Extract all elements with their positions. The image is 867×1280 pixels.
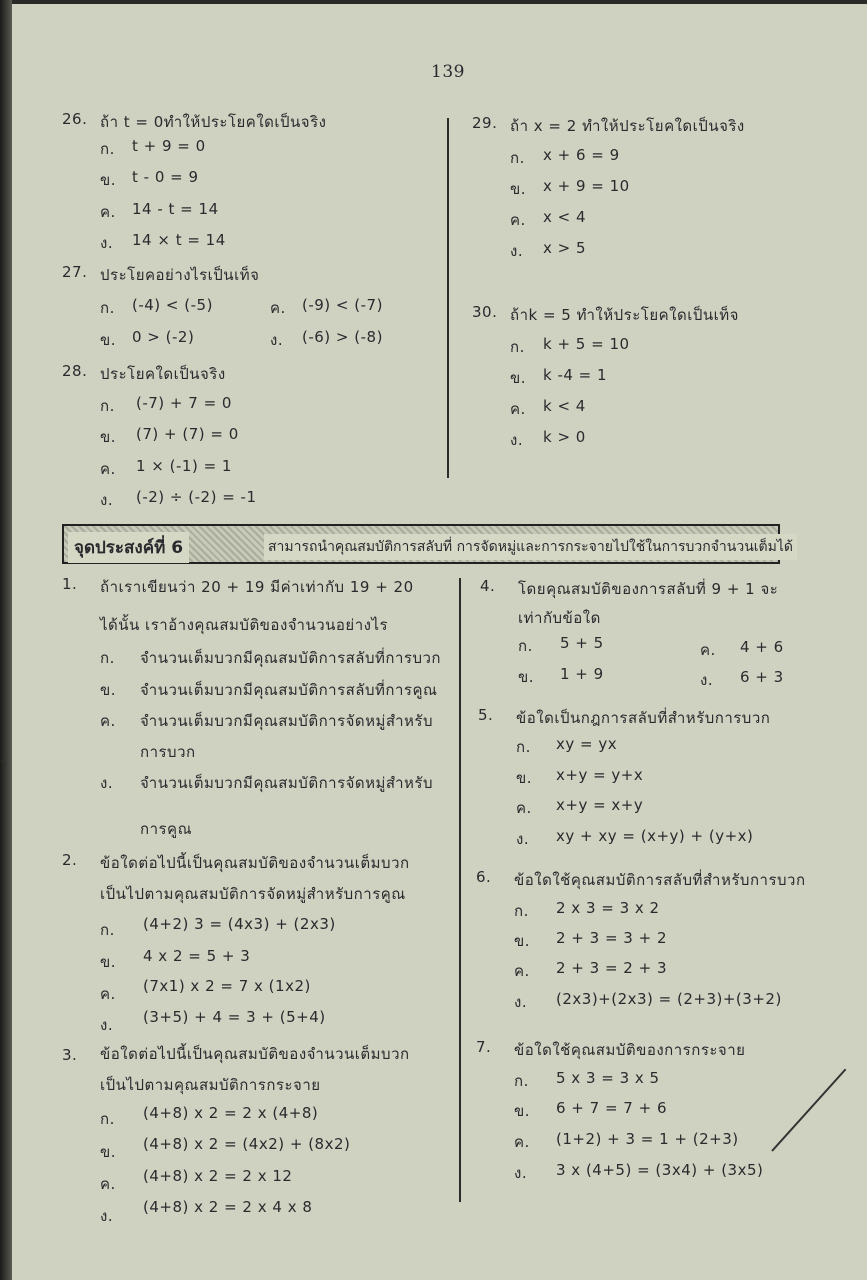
- choice-label: ข.: [518, 668, 535, 686]
- choice-label: ง.: [100, 1207, 114, 1225]
- page-number: 139: [431, 62, 465, 82]
- choice-label: ค.: [514, 1133, 530, 1151]
- choice-label: ข.: [100, 953, 117, 971]
- question-30-text: ถ้าk = 5 ทำให้ประโยคใดเป็นเท็จ: [510, 306, 739, 324]
- choice-label: ก.: [100, 140, 115, 158]
- choice-text: (-7) + 7 = 0: [136, 394, 232, 412]
- question-3-text-line2: เป็นไปตามคุณสมบัติการกระจาย: [100, 1076, 321, 1094]
- choice-label: ก.: [516, 738, 531, 756]
- question-26-number: 26.: [62, 110, 88, 128]
- choice-text: 2 + 3 = 3 + 2: [556, 929, 667, 947]
- choice-label: ก.: [100, 921, 115, 939]
- choice-label: ง.: [100, 774, 114, 792]
- column-divider-top: [447, 118, 449, 478]
- question-6-number: 6.: [476, 868, 492, 886]
- question-29-number: 29.: [472, 114, 498, 132]
- choice-text: จำนวนเต็มบวกมีคุณสมบัติการจัดหมู่สำหรับ: [140, 712, 433, 730]
- choice-label: ค.: [100, 203, 116, 221]
- choice-label: ค.: [100, 460, 116, 478]
- choice-text: k + 5 = 10: [543, 335, 630, 353]
- choice-label: ง.: [270, 331, 284, 349]
- choice-label: ข.: [510, 369, 527, 387]
- question-7-number: 7.: [476, 1038, 492, 1056]
- choice-label: ก.: [100, 397, 115, 415]
- choice-text: (-4) < (-5): [132, 296, 213, 314]
- choice-text: (4+2) 3 = (4x3) + (2x3): [143, 915, 336, 933]
- choice-text: 5 + 5: [560, 634, 604, 652]
- question-1-number: 1.: [62, 575, 78, 593]
- question-28-number: 28.: [62, 362, 88, 380]
- choice-label: ง.: [100, 234, 114, 252]
- choice-text: (7) + (7) = 0: [136, 425, 239, 443]
- choice-label: ข.: [100, 681, 117, 699]
- choice-label: ง.: [514, 993, 528, 1011]
- choice-label: ค.: [100, 1175, 116, 1193]
- choice-text: xy = yx: [556, 735, 618, 753]
- question-5-number: 5.: [478, 706, 494, 724]
- question-2-text-line2: เป็นไปตามคุณสมบัติการจัดหมู่สำหรับการคูณ: [100, 885, 406, 903]
- choice-label: ค.: [510, 400, 526, 418]
- choice-label: ง.: [516, 830, 530, 848]
- choice-text: 2 + 3 = 2 + 3: [556, 959, 667, 977]
- question-7-text: ข้อใดใช้คุณสมบัติของการกระจาย: [514, 1041, 746, 1059]
- objective-banner: [62, 524, 794, 564]
- choice-text: (4+8) x 2 = 2 x 12: [143, 1167, 293, 1185]
- question-4-text-line2: เท่ากับข้อใด: [518, 609, 601, 627]
- choice-text: (4+8) x 2 = (4x2) + (8x2): [143, 1135, 351, 1153]
- question-1-text: ถ้าเราเขียนว่า 20 + 19 มีค่าเท่ากับ 19 + 20: [100, 578, 414, 596]
- choice-text: k > 0: [543, 428, 586, 446]
- margin-mark: า: [0, 756, 8, 771]
- question-27-number: 27.: [62, 263, 88, 281]
- choice-text: (3+5) + 4 = 3 + (5+4): [143, 1008, 326, 1026]
- choice-label: ค.: [514, 962, 530, 980]
- choice-label: ง.: [700, 671, 714, 689]
- choice-label: ก.: [100, 1110, 115, 1128]
- choice-label: ข.: [510, 180, 527, 198]
- question-4-number: 4.: [480, 577, 496, 595]
- choice-text: 4 + 6: [740, 638, 784, 656]
- choice-label: ข.: [100, 331, 117, 349]
- choice-text: (7x1) x 2 = 7 x (1x2): [143, 977, 311, 995]
- choice-text: 6 + 7 = 7 + 6: [556, 1099, 667, 1117]
- choice-text: จำนวนเต็มบวกมีคุณสมบัติการจัดหมู่สำหรับ: [140, 774, 433, 792]
- choice-text: x + 9 = 10: [543, 177, 630, 195]
- question-29-text: ถ้า x = 2 ทำให้ประโยคใดเป็นจริง: [510, 117, 745, 135]
- choice-label: ง.: [100, 1016, 114, 1034]
- choice-label: ก.: [518, 637, 533, 655]
- choice-label: ง.: [510, 431, 524, 449]
- choice-text: 4 x 2 = 5 + 3: [143, 947, 251, 965]
- choice-label: ข.: [100, 1143, 117, 1161]
- book-spine-shadow: [0, 0, 12, 1280]
- choice-text: t - 0 = 9: [132, 168, 199, 186]
- choice-text: x > 5: [543, 239, 587, 257]
- choice-text: x+y = x+y: [556, 796, 644, 814]
- question-3-text: ข้อใดต่อไปนี้เป็นคุณสมบัติของจำนวนเต็มบวก: [100, 1045, 410, 1063]
- choice-label: ค.: [270, 299, 286, 317]
- column-divider-bottom: [459, 578, 461, 1202]
- question-28-text: ประโยคใดเป็นจริง: [100, 365, 226, 383]
- choice-label: ข.: [514, 1102, 531, 1120]
- choice-text: (1+2) + 3 = 1 + (2+3): [556, 1130, 739, 1148]
- choice-text: (-9) < (-7): [302, 296, 383, 314]
- choice-text: (4+8) x 2 = 2 x (4+8): [143, 1104, 319, 1122]
- choice-text: 1 × (-1) = 1: [136, 457, 232, 475]
- choice-label: ก.: [100, 649, 115, 667]
- question-26-text: ถ้า t = 0ทำให้ประโยคใดเป็นจริง: [100, 113, 327, 131]
- question-27-text: ประโยคอย่างไรเป็นเท็จ: [100, 266, 260, 284]
- choice-label: ข.: [514, 932, 531, 950]
- question-6-text: ข้อใดใช้คุณสมบัติการสลับที่สำหรับการบวก: [514, 871, 806, 889]
- choice-label: ง.: [100, 491, 114, 509]
- choice-label: ก.: [514, 902, 529, 920]
- question-1-text-line2: ได้นั้น เราอ้างคุณสมบัติของจำนวนอย่างไร: [100, 616, 389, 634]
- choice-label: ก.: [100, 299, 115, 317]
- choice-text: จำนวนเต็มบวกมีคุณสมบัติการสลับที่การบวก: [140, 649, 441, 667]
- objective-title: จุดประสงค์ที่ 6: [68, 532, 189, 563]
- choice-text: k < 4: [543, 397, 586, 415]
- choice-label: ง.: [514, 1164, 528, 1182]
- choice-text: k -4 = 1: [543, 366, 608, 384]
- choice-text: (2x3)+(2x3) = (2+3)+(3+2): [556, 990, 782, 1008]
- choice-label: ก.: [510, 149, 525, 167]
- choice-text-line2: การบวก: [140, 743, 196, 761]
- question-30-number: 30.: [472, 303, 498, 321]
- choice-label: ข.: [516, 769, 533, 787]
- question-3-number: 3.: [62, 1046, 78, 1064]
- choice-text: 6 + 3: [740, 668, 784, 686]
- choice-text: จำนวนเต็มบวกมีคุณสมบัติการสลับที่การคูณ: [140, 681, 438, 699]
- choice-label: ค.: [510, 211, 526, 229]
- objective-text: สามารถนำคุณสมบัติการสลับที่ การจัดหมู่และการกระจายไปใช้ในการบวกจำนวนเต็มได้: [264, 534, 797, 560]
- choice-text: 14 × t = 14: [132, 231, 226, 249]
- choice-label: ค.: [700, 641, 716, 659]
- choice-label: ก.: [514, 1072, 529, 1090]
- question-5-text: ข้อใดเป็นกฎการสลับที่สำหรับการบวก: [516, 709, 771, 727]
- choice-label: ข.: [100, 171, 117, 189]
- choice-text: 3 x (4+5) = (3x4) + (3x5): [556, 1161, 764, 1179]
- choice-text: 14 - t = 14: [132, 200, 219, 218]
- choice-label: ค.: [516, 799, 532, 817]
- choice-text: 0 > (-2): [132, 328, 195, 346]
- choice-text: x + 6 = 9: [543, 146, 620, 164]
- choice-text-line2: การคูณ: [140, 820, 193, 838]
- question-4-text: โดยคุณสมบัติของการสลับที่ 9 + 1 จะ: [518, 580, 779, 598]
- choice-text: (-6) > (-8): [302, 328, 383, 346]
- choice-text: 2 x 3 = 3 x 2: [556, 899, 660, 917]
- choice-label: ง.: [510, 242, 524, 260]
- choice-text: t + 9 = 0: [132, 137, 206, 155]
- choice-text: 5 x 3 = 3 x 5: [556, 1069, 660, 1087]
- choice-label: ค.: [100, 712, 116, 730]
- choice-text: xy + xy = (x+y) + (y+x): [556, 827, 754, 845]
- choice-label: ข.: [100, 428, 117, 446]
- choice-label: ค.: [100, 985, 116, 1003]
- choice-text: x+y = y+x: [556, 766, 644, 784]
- choice-text: 1 + 9: [560, 665, 604, 683]
- choice-text: (-2) ÷ (-2) = -1: [136, 488, 257, 506]
- question-2-number: 2.: [62, 851, 78, 869]
- question-2-text: ข้อใดต่อไปนี้เป็นคุณสมบัติของจำนวนเต็มบวก: [100, 854, 410, 872]
- choice-text: (4+8) x 2 = 2 x 4 x 8: [143, 1198, 313, 1216]
- choice-label: ก.: [510, 338, 525, 356]
- choice-text: x < 4: [543, 208, 587, 226]
